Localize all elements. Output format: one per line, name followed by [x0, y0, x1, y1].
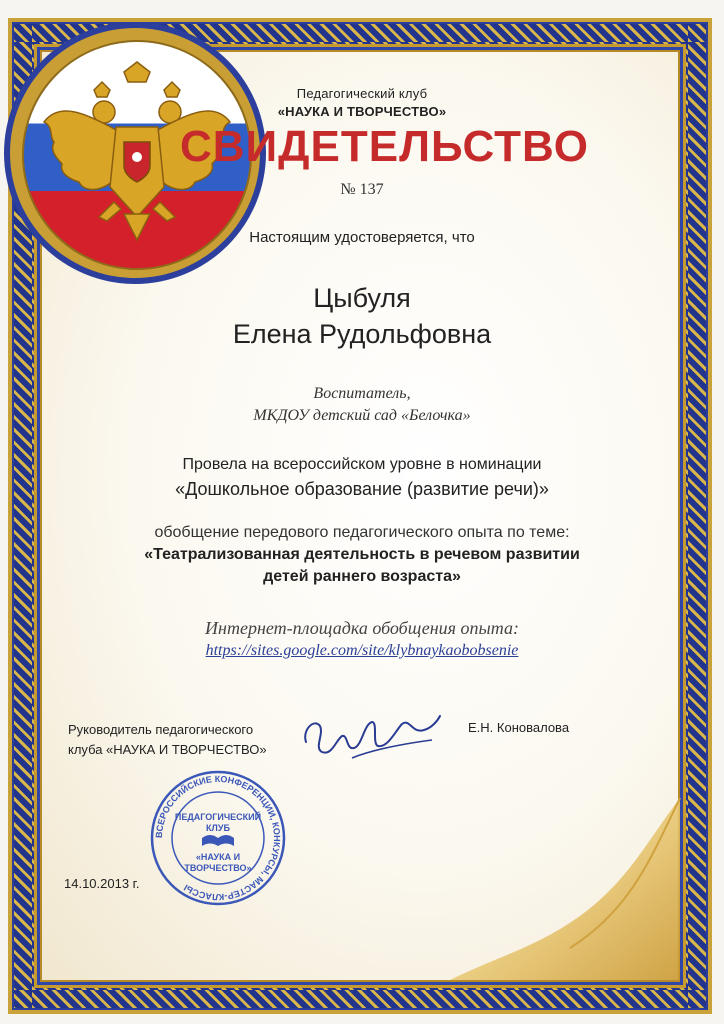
- recipient-position: Воспитатель,: [313, 385, 411, 402]
- recipient-surname: Цыбуля: [313, 283, 411, 313]
- book-icon: [202, 835, 234, 846]
- certificate-date: 14.10.2013 г.: [64, 876, 140, 891]
- internet-label: Интернет-площадка обобщения опыта:: [205, 618, 519, 638]
- stamp-ring-text: ВСЕРОССИЙСКИЕ КОНФЕРЕНЦИИ, КОНКУРСЫ, МАСТЕР-КЛАССЫ: [153, 773, 283, 903]
- certificate-intro: Настоящим удостоверяется, что: [249, 229, 475, 246]
- recipient-given-names: Елена Рудольфовна: [232, 319, 492, 349]
- internet-link[interactable]: https://sites.google.com/site/klybnaykaobobsenie: [205, 642, 519, 659]
- signatory-name: Е.Н. Коновалова: [468, 720, 570, 735]
- stamp-center-line4: ТВОРЧЕСТВО»: [184, 863, 252, 873]
- stamp-center-line3: «НАУКА И: [195, 852, 241, 862]
- handwritten-signature: [292, 700, 442, 770]
- club-name-line1: Педагогический клуб: [296, 86, 428, 101]
- award-line: Провела на всероссийском уровне в номинации: [182, 456, 542, 473]
- signatory-role: [68, 720, 267, 760]
- signatory-role-line2: клуба «НАУКА И ТВОРЧЕСТВО»: [68, 742, 267, 757]
- recipient-organization: МКДОУ детский сад «Белочка»: [253, 407, 471, 424]
- stamp-center-line2: КЛУБ: [206, 823, 230, 833]
- certificate-number: № 137: [340, 181, 384, 198]
- topic-intro: обобщение передового педагогического опыта по теме:: [154, 524, 570, 541]
- topic-line2: детей раннего возраста»: [263, 568, 461, 585]
- certificate-title: СВИДЕТЕЛЬСТВО: [180, 122, 589, 171]
- award-nomination: «Дошкольное образование (развитие речи)»: [175, 479, 549, 499]
- stamp-center-line1: ПЕДАГОГИЧЕСКИЙ: [174, 812, 262, 822]
- signatory-role-line1: Руководитель педагогического: [68, 722, 254, 737]
- club-name-line2: «НАУКА И ТВОРЧЕСТВО»: [277, 104, 447, 119]
- page-curl-decoration: [420, 790, 684, 986]
- club-stamp: [148, 768, 288, 908]
- topic-line1: «Театрализованная деятельность в речевом развитии: [144, 546, 580, 563]
